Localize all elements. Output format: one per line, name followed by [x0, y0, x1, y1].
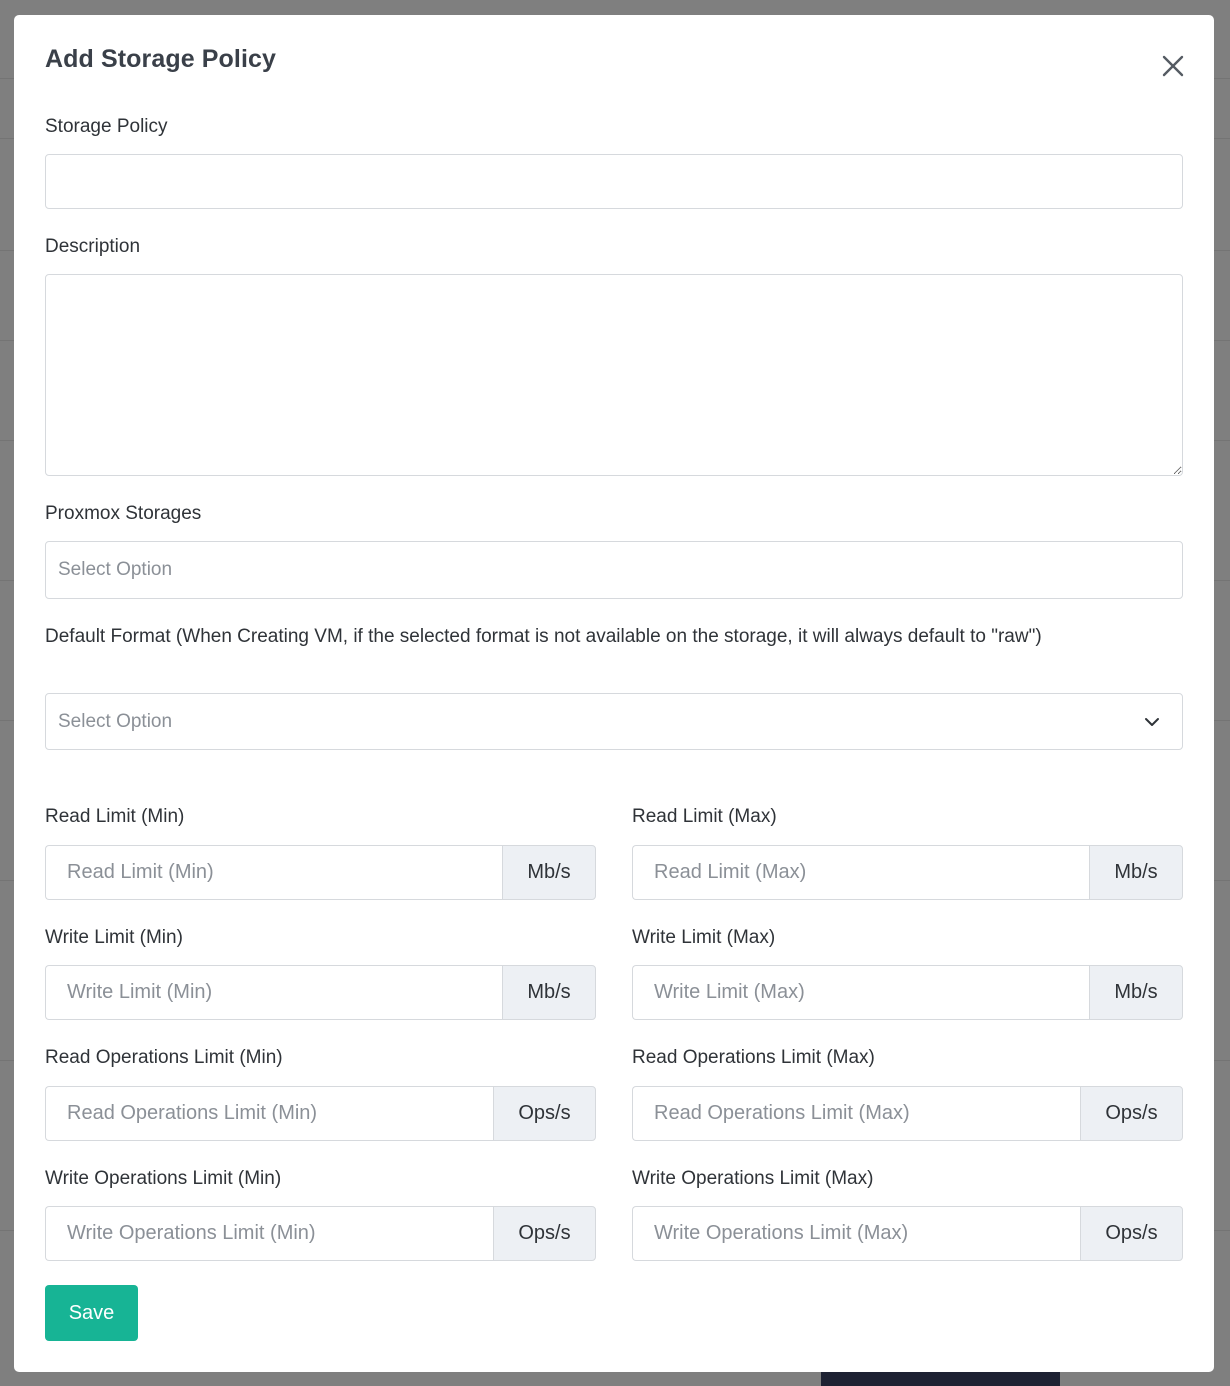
- proxmox-storages-label: Proxmox Storages: [45, 503, 202, 524]
- default-format-placeholder: Select Option: [58, 710, 173, 732]
- write-limit-max-input[interactable]: [632, 965, 1089, 1020]
- modal-title: Add Storage Policy: [45, 45, 277, 73]
- read-ops-min-input[interactable]: [45, 1086, 493, 1141]
- read-limit-min-label: Read Limit (Min): [45, 806, 185, 827]
- read-ops-min-unit: Ops/s: [493, 1086, 596, 1141]
- proxmox-storages-placeholder: Select Option: [58, 559, 173, 580]
- default-format-label: Default Format (When Creating VM, if the selected format is not available on the storage, it will always default to "raw"): [45, 626, 1042, 647]
- description-textarea[interactable]: [45, 274, 1183, 476]
- read-ops-max-label: Read Operations Limit (Max): [632, 1047, 875, 1068]
- save-button[interactable]: Save: [45, 1285, 138, 1341]
- read-limit-max-label: Read Limit (Max): [632, 806, 777, 827]
- write-ops-max-unit: Ops/s: [1080, 1206, 1183, 1261]
- read-ops-max-input[interactable]: [632, 1086, 1080, 1141]
- read-ops-max-unit: Ops/s: [1080, 1086, 1183, 1141]
- close-icon: [1158, 51, 1188, 81]
- write-limit-min-unit: Mb/s: [502, 965, 596, 1020]
- read-ops-max-group: [632, 1086, 1183, 1141]
- write-limit-min-group: [45, 965, 596, 1020]
- write-limit-min-input[interactable]: [45, 965, 502, 1020]
- description-label: Description: [45, 236, 141, 257]
- read-limit-max-input[interactable]: [632, 845, 1089, 900]
- write-ops-max-input[interactable]: [632, 1206, 1080, 1261]
- write-ops-min-unit: Ops/s: [493, 1206, 596, 1261]
- write-limit-max-group: [632, 965, 1183, 1020]
- write-limit-min-label: Write Limit (Min): [45, 927, 183, 948]
- add-storage-policy-modal: [14, 15, 1214, 1372]
- storage-policy-input[interactable]: [45, 154, 1183, 209]
- proxmox-storages-select[interactable]: [45, 541, 1183, 599]
- write-limit-max-label: Write Limit (Max): [632, 927, 776, 948]
- default-format-select[interactable]: [45, 693, 1183, 750]
- write-ops-min-input[interactable]: [45, 1206, 493, 1261]
- read-limit-max-unit: Mb/s: [1089, 845, 1183, 900]
- storage-policy-label: Storage Policy: [45, 116, 168, 137]
- write-ops-max-group: [632, 1206, 1183, 1261]
- write-ops-max-label: Write Operations Limit (Max): [632, 1168, 874, 1189]
- chevron-down-icon: [1144, 715, 1160, 729]
- background-dark-block: [821, 1372, 1060, 1386]
- read-limit-max-group: [632, 845, 1183, 900]
- write-ops-min-label: Write Operations Limit (Min): [45, 1168, 282, 1189]
- read-limit-min-unit: Mb/s: [502, 845, 596, 900]
- read-limit-min-input[interactable]: [45, 845, 502, 900]
- read-limit-min-group: [45, 845, 596, 900]
- read-ops-min-label: Read Operations Limit (Min): [45, 1047, 283, 1068]
- write-ops-min-group: [45, 1206, 596, 1261]
- write-limit-max-unit: Mb/s: [1089, 965, 1183, 1020]
- read-ops-min-group: [45, 1086, 596, 1141]
- close-button[interactable]: [1158, 51, 1188, 81]
